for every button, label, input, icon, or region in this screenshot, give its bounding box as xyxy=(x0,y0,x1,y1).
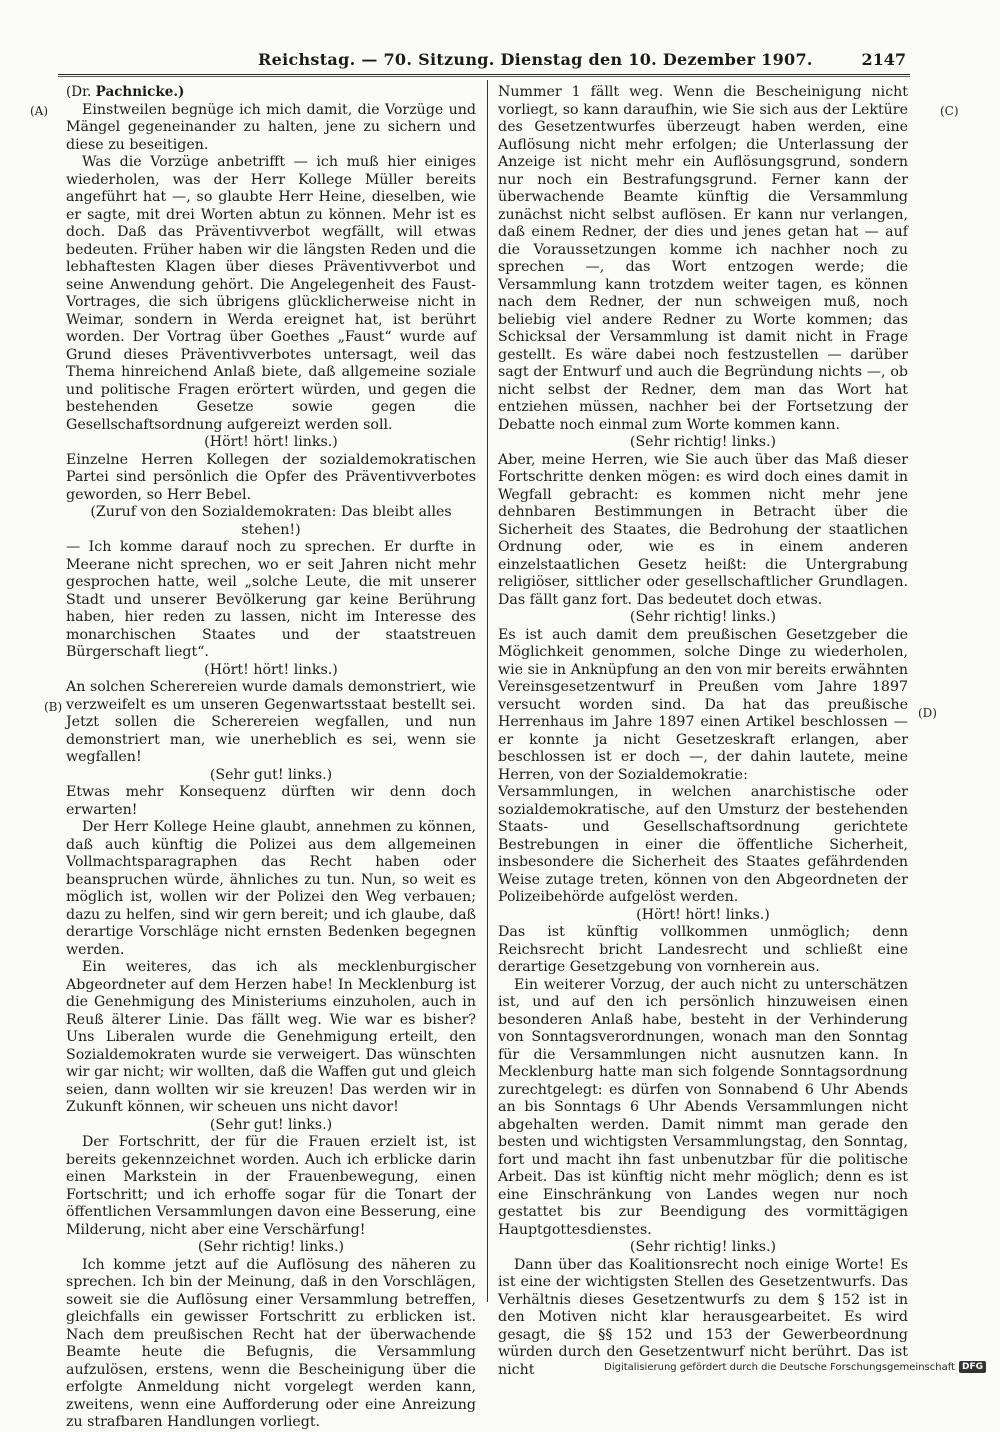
interjection: (Sehr richtig! links.) xyxy=(629,434,777,450)
paragraph: — Ich komme darauf noch zu sprechen. Er durfte in Meerane nicht sprechen, wo er seit Jahren nicht mehr gesprochen hatte, weil „solche Leute, die mit unserer Stadt und unserer Bevölkerung gar keine Berührung haben, hier reden zu lassen, nicht im Interesse des monarchischen Staates und der staatstreuen Bürgerschaft liegt“. xyxy=(66,539,476,660)
margin-marker-b: (B) xyxy=(44,700,63,714)
paragraph: An solchen Scherereien wurde damals demonstriert, wie verzweifelt es um unseren Gegenwartsstaat bestellt sei. Jetzt sollen die Scherereien wegfallen, und nun demonstriert man, wie unerheblich es sei, wenn sie wegfallen! xyxy=(66,679,476,765)
interjection: (Sehr richtig! links.) xyxy=(197,1239,345,1255)
block-quote: Versammlungen, in welchen anarchistische oder sozialdemokratische, auf den Umsturz der bestehenden Staats- und Gesellschaftsordnung gerichtete Bestrebungen in einer die öffentliche Sicherheit, insbesondere die Sicherheit des Staates gefährdenden Weise zutage treten, können von den Abgeordneten der Polizeibehörde aufgelöst werden. xyxy=(498,784,908,905)
margin-marker-a: (A) xyxy=(30,104,49,118)
speaker-prefix: (Dr. xyxy=(66,84,92,100)
paragraph: Etwas mehr Konsequenz dürften wir denn doch erwarten! xyxy=(66,784,476,818)
interjection: (Sehr richtig! links.) xyxy=(629,609,777,625)
credit-text: Digitalisierung gefördert durch die Deutsche Forschungsgemeinschaft xyxy=(604,1361,955,1373)
paragraph: Was die Vorzüge anbetrifft — ich muß hier einiges wiederholen, was der Herr Kollege Müller bereits angeführt hat —, so glaubte Herr Heine, dieselben, wie er sagte, mit drei Worten abtun zu können. Mehr ist es doch. Daß das Präventivverbot wegfällt, will etwas bedeuten. Früher haben wir die längsten Reden und die lebhaftesten Klagen über dieses Präventivverbot und seine Anwendung gehört. Die Angelegenheit des Faust-Vortrages, die sich übrigens glücklicherweise nicht in Weimar, sondern in Werda ereignet hat, ist berührt worden. Der Vortrag über Goethes „Faust“ wurde auf Grund dieses Präventivverbotes untersagt, weil das Thema hinreichend Anlaß biete, daß allgemeine soziale und politische Fragen erörtert würden, und gegen die bestehenden Gesetze sowie gegen die Gesellschaftsordnung aufgereizt werden soll. xyxy=(66,154,476,433)
speaker-name: Pachnicke.) xyxy=(95,84,185,100)
dfg-logo: DFG xyxy=(959,1361,986,1373)
margin-marker-d: (D) xyxy=(918,706,937,720)
speaker-line xyxy=(66,84,476,102)
interjection: (Sehr gut! links.) xyxy=(209,766,333,783)
interjection: (Hört! hört! links.) xyxy=(204,661,338,678)
paragraph: Aber, meine Herren, wie Sie auch über das Maß dieser Fortschritte denken mögen: es wird doch eines damit in Wegfall gebracht: es kommen nicht mehr jene dehnbaren Bestimmungen in Betracht über die Sicherheit des Staates, die Bedrohung der staatlichen Ordnung oder, wie es in einem anderen einzelstaatlichen Gesetz heißt: die Untergrabung religiöser, sittlicher oder gesellschaftlicher Grundlagen. Das fällt ganz fort. Das bedeutet doch etwas. xyxy=(498,451,908,608)
paragraph: Dann über das Koalitionsrecht noch einige Worte! Es ist eine der wichtigsten Stellen des Gesetzentwurfs. Das Verhältnis dieses Gesetzentwurfs zu dem § 152 ist in den Motiven nicht klar herausgearbeitet. Es wird gesagt, die §§ 152 und 153 der Gewerbeordnung würden durch den Gesetzentwurf nicht berührt. Das ist nicht xyxy=(498,1256,908,1378)
header-rule xyxy=(58,74,910,75)
paragraph: Es ist auch damit dem preußischen Gesetzgeber die Möglichkeit genommen, solche Dinge zu wiederholen, wie sie in Anknüpfung an den von mir bereits erwähnten Vereinsgesetzentwurf in Preußen vom Jahre 1897 versucht worden sind. Da hat das preußische Herrenhaus im Jahre 1897 einen Artikel beschlossen — er konnte ja nicht Gesetzeskraft erlangen, aber beschlossen ist er doch —, der dahin lautete, meine Herren, von der Sozialdemokratie: xyxy=(498,626,908,783)
interjection: (Hört! hört! links.) xyxy=(636,906,770,923)
left-column xyxy=(66,84,476,1432)
paragraph: Ich komme jetzt auf die Auflösung des näheren zu sprechen. Ich bin der Meinung, daß in den Vorschlägen, soweit sie die Auflösung einer Versammlung betreffen, gleichfalls ein gewisser Fortschritt zu erblicken ist. Nach dem preußischen Recht hat der überwachende Beamte heute die Befugnis, die Versammlung aufzulösen, erstens, wenn die Bescheinigung über die erfolgte Anmeldung nicht vorgelegt werden kann, zweitens, wenn eine Aufforderung oder eine Anreizung zu strafbaren Handlungen vorliegt. xyxy=(66,1256,476,1430)
paragraph: Ein weiteres, das ich als mecklenburgischer Abgeordneter auf dem Herzen habe! In Mecklenburg ist die Genehmigung des Ministeriums einzuholen, auch in Reuß älterer Linie. Das fällt weg. Wie war es bisher? Uns Liberalen wurde die Genehmigung erteilt, den Sozialdemokraten wurde sie verweigert. Das wünschten wir gar nicht; wir wollten, daß die Waffen gut und gleich seien, dann wollten wir sie kreuzen! Das werden wir in Zukunft können, wir scheuen uns nicht davor! xyxy=(66,959,476,1115)
running-header xyxy=(58,48,906,74)
page-number: 2147 xyxy=(861,50,906,69)
margin-marker-c: (C) xyxy=(940,104,959,118)
interjection: (Hört! hört! links.) xyxy=(204,434,338,450)
header-title: Reichstag. — 70. Sitzung. Dienstag den 10. Dezember 1907. xyxy=(258,50,813,69)
paragraph: Der Herr Kollege Heine glaubt, annehmen zu können, daß auch künftig die Polizei aus dem allgemeinen Vollmachtsparagraphen das Recht haben oder beanspruchen würde, ähnliches zu tun. Nun, so weit es möglich ist, wollen wir der Polizei den Weg verbauen; dazu zu helfen, sind wir gern bereit; und ich glaube, daß derartige Vorschläge nicht ernsten Bedenken begegnen werden. xyxy=(66,819,476,958)
interjection: (Sehr richtig! links.) xyxy=(629,1239,777,1255)
interjection: (Sehr gut! links.) xyxy=(209,1116,333,1133)
paragraph: Nummer 1 fällt weg. Wenn die Bescheinigung nicht vorliegt, so kann daraufhin, wie Sie sich aus der Lektüre des Gesetzentwurfes überzeugt haben werden, eine Auflösung nicht mehr erfolgen; die Unterlassung der Anzeige ist nicht mehr ein Auflösungsgrund, sondern nur noch ein Bestrafungsgrund. Ferner kann der überwachende Beamte künftig die Versammlung zunächst nicht selbst auflösen. Er kann nur verlangen, daß einem Redner, der dies und jenes getan hat — auf die Voraussetzungen komme ich nachher noch zu sprechen —, das Wort entzogen werde; die Versammlung kann trotzdem weiter tagen, es können nach dem Redner, der nun schweigen muß, noch beliebig viel andere Redner zu Worte kommen; das Schicksal der Versammlung ist damit nicht in Frage gestellt. Es wäre dabei noch festzustellen — darüber sagt der Entwurf und auch die Begründung nichts —, ob nicht selbst der Redner, dem man das Wort hat entziehen müssen, nachher bei der Fortsetzung der Debatte noch einmal zum Worte kommen kann. xyxy=(498,84,908,433)
paragraph: Einzelne Herren Kollegen der sozialdemokratischen Partei sind persönlich die Opfer des Präventivverbotes geworden, so Herr Bebel. xyxy=(66,451,476,503)
paragraph: Das ist künftig vollkommen unmöglich; denn Reichsrecht bricht Landesrecht und schließt eine derartige Gesetzgebung von vornherein aus. xyxy=(498,924,908,975)
paragraph: Ein weiterer Vorzug, der auch nicht zu unterschätzen ist, und auf den ich persönlich hinzuweisen einen besonderen Anlaß habe, besteht in der Verhinderung von Sonntagsverordnungen, wonach man den Sonntag für die Versammlungen nicht ausnutzen kann. In Mecklenburg hatte man sich folgende Sonntagsordnung zurechtgelegt: es dürfen von Sonnabend 6 Uhr Abends an bis Sonntags 6 Uhr Abends Versammlungen nicht abgehalten werden. Damit nimmt man gerade den besten und wichtigsten Versammlungstag, den Sonntag, fort und macht ihn fast unbenutzbar für die politische Arbeit. Das ist künftig nicht mehr möglich; denn es ist eine Einschränkung von Landes wegen nur noch gestattet bis zur Beendigung des vormittägigen Hauptgottesdienstes. xyxy=(498,976,908,1238)
column-divider xyxy=(487,80,488,1302)
interjection: (Zuruf von den Sozialdemokraten: Das bleibt alles stehen!) xyxy=(90,504,452,538)
header-rule-secondary xyxy=(58,76,910,77)
right-column xyxy=(498,84,908,1379)
paragraph: Der Fortschritt, der für die Frauen erzielt ist, ist bereits gekennzeichnet worden. Auch ich erblicke darin einen Markstein in der Frauenbewegung, einen Fortschritt; und ich erhoffe sogar für die Tonart der öffentlichen Versammlungen davon eine Besserung, eine Milderung, nicht aber eine Verschärfung! xyxy=(66,1134,476,1238)
digitization-credit xyxy=(604,1361,986,1373)
paragraph: Einstweilen begnüge ich mich damit, die Vorzüge und Mängel gegeneinander zu halten, jene zu sichern und diese zu beseitigen. xyxy=(66,101,476,153)
